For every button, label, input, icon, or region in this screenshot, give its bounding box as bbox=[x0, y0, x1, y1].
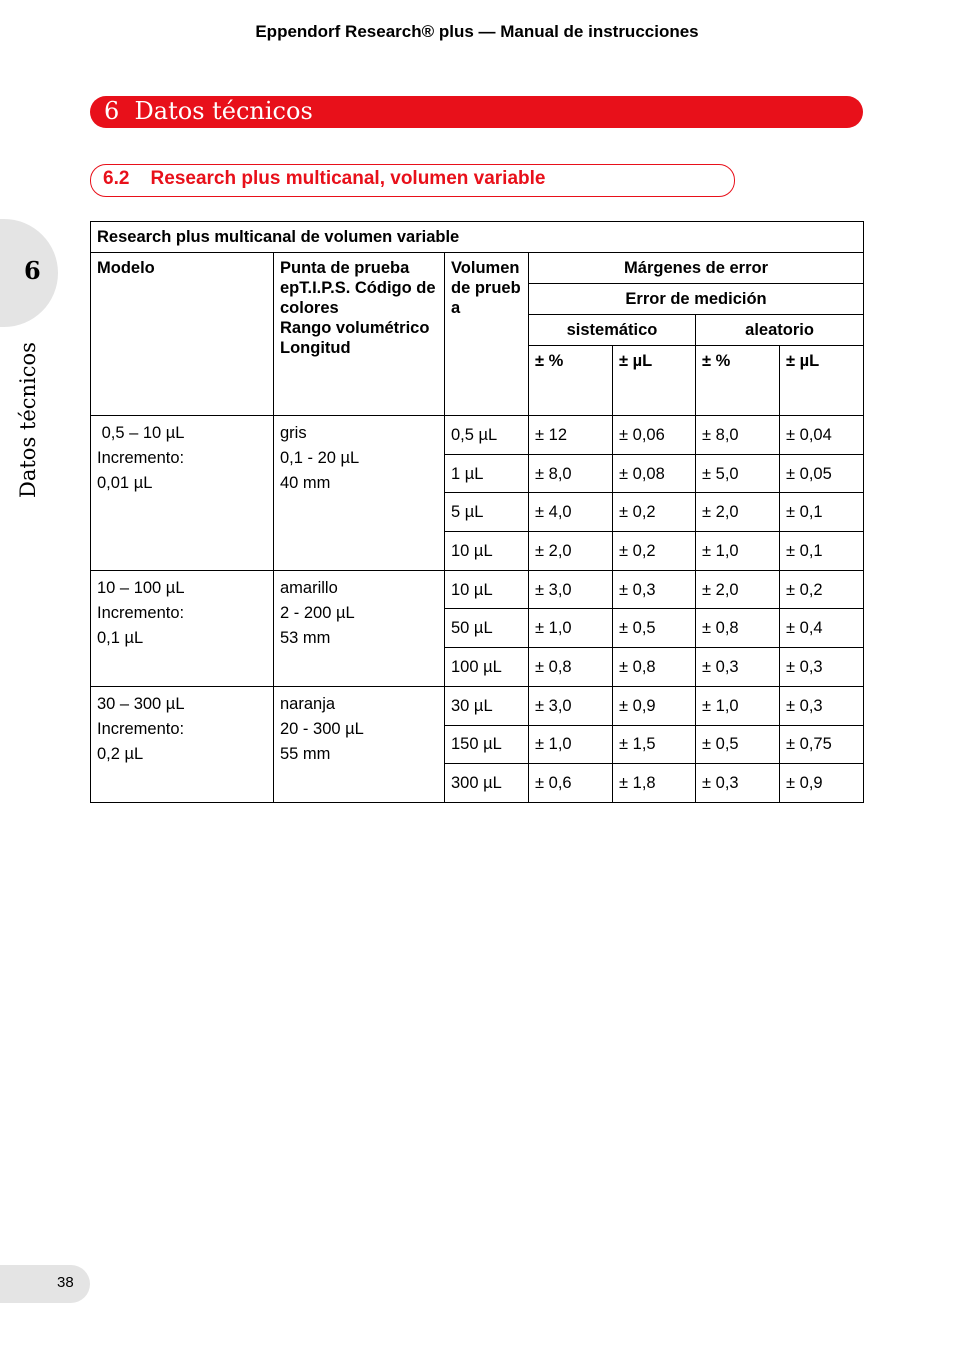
model-line: 0,2 µL bbox=[97, 744, 144, 763]
document-header: Eppendorf Research® plus — Manual de instrucciones bbox=[255, 22, 699, 41]
sys-pct-cell: ± 3,0 bbox=[529, 686, 613, 725]
ale-ul-cell: ± 0,05 bbox=[780, 454, 864, 493]
section-number: 6.2 bbox=[103, 168, 130, 189]
sys-pct-cell: ± 1,0 bbox=[529, 609, 613, 648]
ale-pct-cell: ± 1,0 bbox=[696, 532, 780, 571]
header-sistematico: sistemático bbox=[529, 315, 696, 346]
header-ale-pct: ± % bbox=[696, 346, 780, 416]
header-punta-line: Punta de prueba bbox=[280, 259, 410, 277]
volume-cell: 5 µL bbox=[445, 493, 529, 532]
volume-cell: 10 µL bbox=[445, 570, 529, 609]
ale-pct-cell: ± 2,0 bbox=[696, 570, 780, 609]
header-sys-ul: ± µL bbox=[613, 346, 696, 416]
tip-cell bbox=[274, 416, 445, 571]
tip-line: 0,1 - 20 µL bbox=[280, 449, 360, 467]
ale-ul-cell: ± 0,1 bbox=[780, 532, 864, 571]
page-number: 38 bbox=[57, 1274, 74, 1291]
header-error-medicion: Error de medición bbox=[529, 284, 864, 315]
spec-table bbox=[90, 221, 864, 803]
tip-line: amarillo bbox=[280, 578, 338, 597]
header-punta-line: Rango volumétrico bbox=[280, 319, 430, 337]
ale-pct-cell: ± 5,0 bbox=[696, 454, 780, 493]
ale-ul-cell: ± 0,75 bbox=[780, 725, 864, 764]
side-tab-label: Datos técnicos bbox=[16, 342, 40, 498]
tip-cell bbox=[274, 570, 445, 686]
header-row bbox=[91, 253, 864, 284]
chapter-title bbox=[104, 95, 313, 127]
table-title: Research plus multicanal de volumen variable bbox=[91, 222, 864, 253]
tip-line: 20 - 300 µL bbox=[280, 719, 364, 738]
volume-cell: 30 µL bbox=[445, 686, 529, 725]
sys-pct-cell: ± 12 bbox=[529, 416, 613, 455]
ale-ul-cell: ± 0,3 bbox=[780, 648, 864, 687]
sys-ul-cell: ± 0,3 bbox=[613, 570, 696, 609]
sys-pct-cell: ± 3,0 bbox=[529, 570, 613, 609]
model-line: Incremento: bbox=[97, 719, 185, 738]
volume-cell: 0,5 µL bbox=[445, 416, 529, 455]
sys-ul-cell: ± 1,5 bbox=[613, 725, 696, 764]
model-cell bbox=[91, 570, 274, 686]
ale-pct-cell: ± 1,0 bbox=[696, 686, 780, 725]
sys-ul-cell: ± 0,2 bbox=[613, 493, 696, 532]
sys-pct-cell: ± 0,6 bbox=[529, 764, 613, 803]
model-line: 30 – 300 µL bbox=[97, 694, 185, 713]
header-volumen: Volumen de prueba bbox=[445, 253, 529, 416]
ale-pct-cell: ± 0,3 bbox=[696, 648, 780, 687]
ale-ul-cell: ± 0,3 bbox=[780, 686, 864, 725]
ale-ul-cell: ± 0,1 bbox=[780, 493, 864, 532]
header-aleatorio: aleatorio bbox=[696, 315, 864, 346]
ale-ul-cell: ± 0,2 bbox=[780, 570, 864, 609]
section-title-text: Research plus multicanal, volumen variable bbox=[150, 168, 546, 189]
header-margenes: Márgenes de error bbox=[529, 253, 864, 284]
model-line: 0,5 – 10 µL bbox=[97, 424, 185, 442]
ale-ul-cell: ± 0,04 bbox=[780, 416, 864, 455]
header-punta-line: Longitud bbox=[280, 339, 351, 357]
ale-pct-cell: ± 8,0 bbox=[696, 416, 780, 455]
header-punta-line: epT.I.P.S. Código de colores bbox=[280, 279, 436, 317]
model-cell bbox=[91, 416, 274, 571]
table-row bbox=[91, 686, 864, 725]
ale-pct-cell: ± 0,8 bbox=[696, 609, 780, 648]
tip-line: 2 - 200 µL bbox=[280, 603, 355, 622]
page-number-tab bbox=[0, 1265, 90, 1303]
side-tab-number: 6 bbox=[24, 256, 41, 285]
sys-ul-cell: ± 0,08 bbox=[613, 454, 696, 493]
tip-line: gris bbox=[280, 424, 307, 442]
model-line: 0,1 µL bbox=[97, 628, 144, 647]
ale-ul-cell: ± 0,4 bbox=[780, 609, 864, 648]
model-cell bbox=[91, 686, 274, 802]
volume-cell: 300 µL bbox=[445, 764, 529, 803]
ale-pct-cell: ± 0,3 bbox=[696, 764, 780, 803]
sys-pct-cell: ± 1,0 bbox=[529, 725, 613, 764]
volume-cell: 10 µL bbox=[445, 532, 529, 571]
table-row bbox=[91, 416, 864, 455]
ale-pct-cell: ± 0,5 bbox=[696, 725, 780, 764]
header-ale-ul: ± µL bbox=[780, 346, 864, 416]
header-punta bbox=[274, 253, 445, 416]
sys-ul-cell: ± 0,8 bbox=[613, 648, 696, 687]
ale-ul-cell: ± 0,9 bbox=[780, 764, 864, 803]
tip-line: 40 mm bbox=[280, 474, 331, 492]
sys-ul-cell: ± 0,9 bbox=[613, 686, 696, 725]
section-title bbox=[103, 168, 545, 190]
tip-line: 53 mm bbox=[280, 628, 331, 647]
volume-cell: 150 µL bbox=[445, 725, 529, 764]
tip-line: 55 mm bbox=[280, 744, 331, 763]
sys-ul-cell: ± 0,06 bbox=[613, 416, 696, 455]
header-modelo: Modelo bbox=[91, 253, 274, 416]
sys-ul-cell: ± 1,8 bbox=[613, 764, 696, 803]
model-line: Incremento: bbox=[97, 449, 185, 467]
sys-pct-cell: ± 8,0 bbox=[529, 454, 613, 493]
model-line: 0,01 µL bbox=[97, 474, 153, 492]
sys-ul-cell: ± 0,2 bbox=[613, 532, 696, 571]
sys-ul-cell: ± 0,5 bbox=[613, 609, 696, 648]
ale-pct-cell: ± 2,0 bbox=[696, 493, 780, 532]
tip-cell bbox=[274, 686, 445, 802]
table-title-row bbox=[91, 222, 864, 253]
sys-pct-cell: ± 2,0 bbox=[529, 532, 613, 571]
sys-pct-cell: ± 0,8 bbox=[529, 648, 613, 687]
sys-pct-cell: ± 4,0 bbox=[529, 493, 613, 532]
model-line: 10 – 100 µL bbox=[97, 578, 185, 597]
chapter-title-text: Datos técnicos bbox=[134, 97, 313, 125]
volume-cell: 1 µL bbox=[445, 454, 529, 493]
volume-cell: 50 µL bbox=[445, 609, 529, 648]
tip-line: naranja bbox=[280, 694, 336, 713]
volume-cell: 100 µL bbox=[445, 648, 529, 687]
chapter-number: 6 bbox=[104, 97, 120, 125]
model-line: Incremento: bbox=[97, 603, 185, 622]
table-row bbox=[91, 570, 864, 609]
header-sys-pct: ± % bbox=[529, 346, 613, 416]
